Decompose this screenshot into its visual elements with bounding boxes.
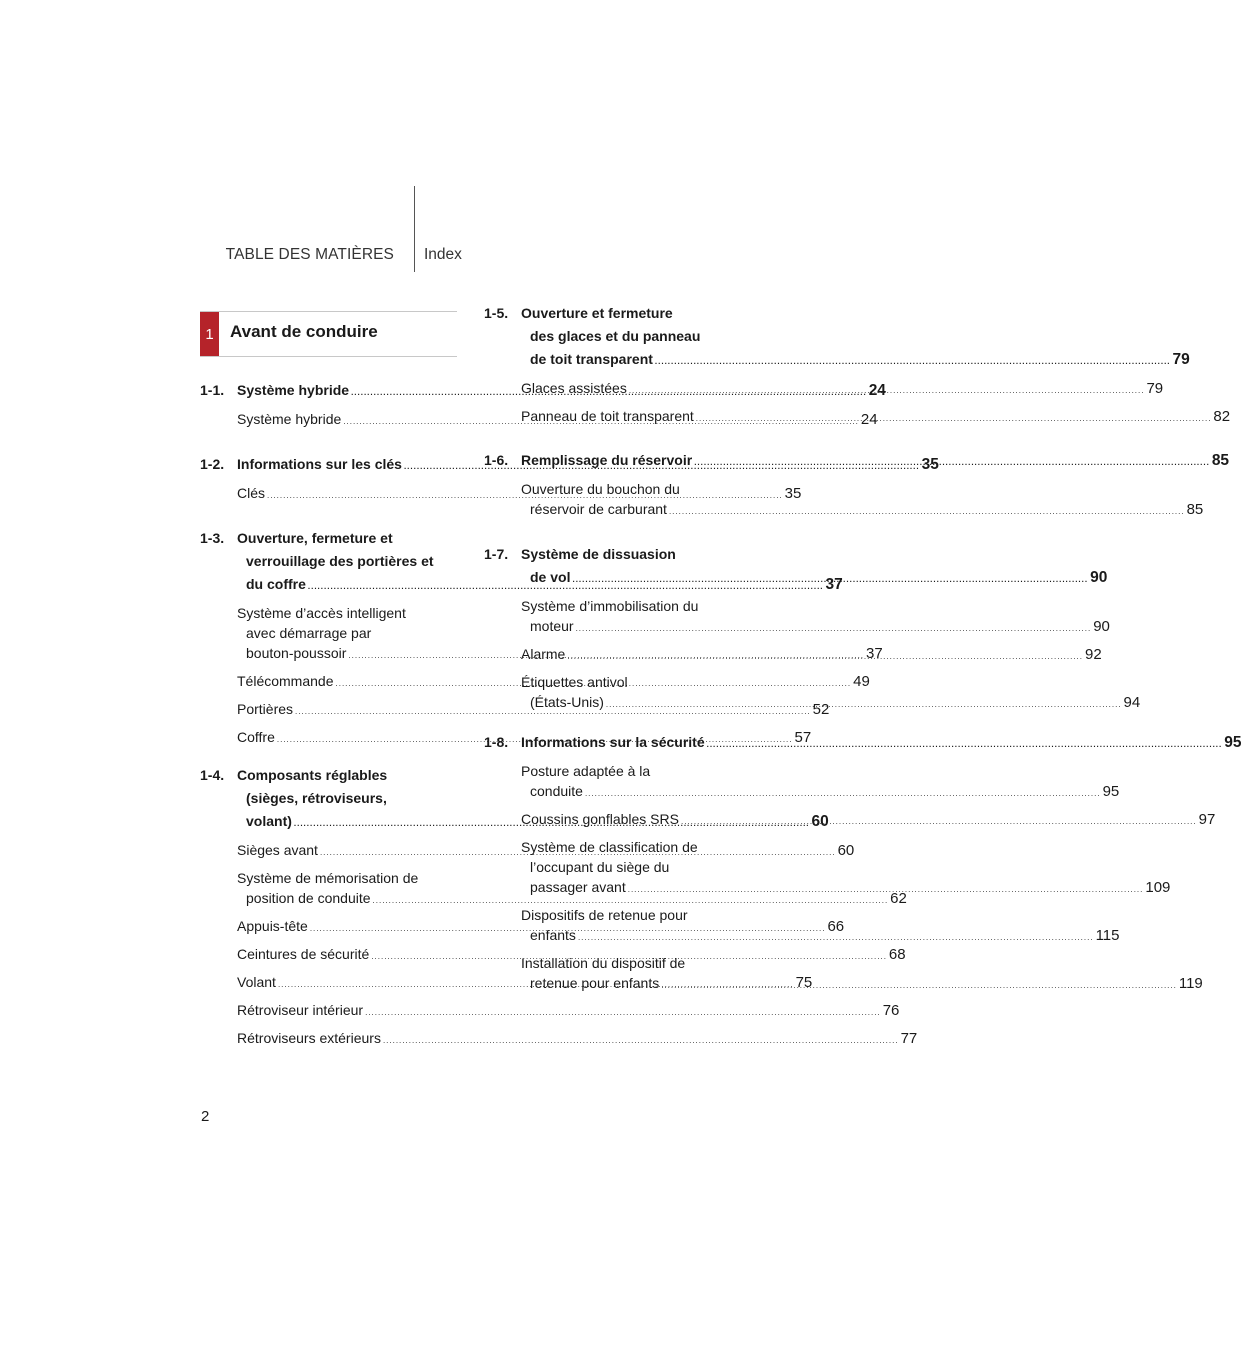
- section-title-line: Système de dissuasion: [521, 546, 676, 562]
- subitem-line: Installation du dispositif de: [521, 955, 686, 971]
- dot-leader: [681, 817, 1197, 826]
- toc-section-heading[interactable]: [484, 302, 1190, 373]
- toc-entry-text: réservoir de carburant: [530, 501, 667, 517]
- toc-leader-line[interactable]: [521, 616, 1110, 639]
- toc-entry-text: Appuis-tête: [237, 918, 308, 934]
- toc-page-number: 37: [825, 576, 843, 593]
- subitem-line: Système d’immobilisation du: [521, 598, 699, 614]
- toc-page-number: 75: [795, 974, 813, 991]
- toc-page-number: 79: [1172, 351, 1190, 368]
- subitem-line: l’occupant du siège du: [530, 859, 670, 875]
- toc-entry-text: Informations sur la sécurité: [521, 734, 705, 750]
- toc-page-number: 82: [1213, 408, 1231, 425]
- toc-page-number: 49: [853, 673, 870, 690]
- toc-entry-text: Coussins gonflables SRS: [521, 811, 679, 827]
- toc-entry-text: Système hybride: [237, 411, 342, 427]
- toc-page-number: 60: [811, 813, 829, 830]
- toc-leader-line[interactable]: [237, 888, 907, 911]
- toc-page-number: 95: [1102, 783, 1120, 800]
- section-number: 1-7.: [484, 546, 509, 562]
- toc-leader-line[interactable]: [521, 499, 1204, 522]
- subitem-line: avec démarrage par: [246, 625, 372, 641]
- dot-leader: [572, 568, 1088, 591]
- toc-page-number: 35: [784, 485, 802, 502]
- toc-page-number: 95: [1224, 734, 1241, 751]
- dot-leader: [669, 507, 1185, 516]
- toc-page-number: 62: [890, 890, 907, 907]
- dot-leader: [661, 981, 1177, 990]
- toc-page-number: 24: [868, 382, 886, 399]
- toc-entry-text: Télécommande: [237, 673, 334, 689]
- toc-entry-text: de toit transparent: [530, 351, 653, 367]
- toc-page-number: 37: [866, 645, 883, 662]
- toc-subitem[interactable]: [237, 1028, 918, 1051]
- toc-page-number: 115: [1095, 927, 1120, 944]
- toc-entry-text: Coffre: [237, 729, 275, 745]
- dot-leader: [576, 624, 1092, 633]
- toc-page-number: 92: [1084, 646, 1102, 663]
- toc-leader-line[interactable]: [237, 1028, 918, 1051]
- toc-entry-text: position de conduite: [246, 890, 371, 906]
- index-tab[interactable]: Index: [424, 246, 462, 263]
- dot-leader: [707, 733, 1223, 756]
- subitem-line: Dispositifs de retenue pour: [521, 907, 688, 923]
- toc-entry-text: Informations sur les clés: [237, 456, 402, 472]
- toc-entry-text: Remplissage du réservoir: [521, 452, 693, 468]
- toc-leader-line[interactable]: [237, 1000, 900, 1023]
- chapter-title[interactable]: Avant de conduire: [230, 322, 378, 341]
- toc-page-number: 109: [1145, 879, 1171, 896]
- chapter-banner: [200, 311, 457, 357]
- toc-page-number: 68: [888, 946, 906, 963]
- toc-tab[interactable]: TABLE DES MATIÈRES: [225, 246, 394, 263]
- toc-entry-text: Panneau de toit transparent: [521, 408, 694, 424]
- toc-leader-line[interactable]: [521, 781, 1120, 804]
- subitem-line: Système de classification de: [521, 839, 698, 855]
- chapter-number: 1: [200, 312, 219, 356]
- toc-entry-text: Système hybride: [237, 382, 350, 398]
- section-title-line: des glaces et du panneau: [530, 328, 701, 344]
- toc-page-number: 60: [837, 842, 855, 859]
- toc-entry-text: Portières: [237, 701, 294, 717]
- dot-leader: [365, 1008, 881, 1017]
- section-number: 1-6.: [484, 452, 509, 468]
- toc-page-number: 79: [1146, 380, 1164, 397]
- toc-entry-text: moteur: [530, 618, 574, 634]
- toc-page-number: 85: [1186, 501, 1204, 518]
- toc-page-number: 76: [882, 1002, 900, 1019]
- page-number: 2: [201, 1108, 210, 1125]
- section-number: 1-1.: [200, 382, 225, 398]
- toc-entry-text: Glaces assistées: [521, 380, 627, 396]
- toc-subitem[interactable]: [521, 761, 1120, 804]
- dot-leader: [606, 700, 1122, 709]
- toc-page-number: 97: [1198, 811, 1216, 828]
- header-divider: [414, 186, 415, 272]
- toc-subitem[interactable]: [521, 596, 1110, 639]
- subitem-line: Étiquettes antivol: [521, 674, 628, 690]
- toc-entry-text: passager avant: [530, 879, 626, 895]
- section-number: 1-5.: [484, 305, 509, 321]
- toc-entry-text: Sièges avant: [237, 842, 318, 858]
- toc-entry-text: du coffre: [246, 576, 306, 592]
- dot-leader: [629, 386, 1145, 395]
- section-title: [521, 302, 1190, 373]
- subitem-line: Système de mémorisation de: [237, 870, 419, 886]
- toc-page-number: 90: [1093, 618, 1110, 635]
- section-title-line: (sièges, rétroviseurs,: [246, 790, 387, 806]
- subitem-line: Système d’accès intelligent: [237, 605, 406, 621]
- section-title-line: Composants réglables: [237, 767, 388, 783]
- toc-entry-text: Rétroviseurs extérieurs: [237, 1030, 381, 1046]
- dot-leader: [694, 451, 1210, 474]
- section-number: 1-2.: [200, 456, 225, 472]
- section-title-line: Ouverture et fermeture: [521, 305, 673, 321]
- section-number: 1-3.: [200, 530, 225, 546]
- dot-leader: [655, 350, 1171, 373]
- toc-page-number: 94: [1123, 694, 1141, 711]
- toc-leader-line[interactable]: [521, 348, 1190, 373]
- page-header: [0, 186, 960, 272]
- toc-page-number: 77: [900, 1030, 918, 1047]
- subitem-line: Posture adaptée à la: [521, 763, 651, 779]
- toc-entry-text: Ceintures de sécurité: [237, 946, 370, 962]
- toc-entry-text: volant): [246, 813, 292, 829]
- toc-entry-text: bouton-poussoir: [246, 645, 347, 661]
- dot-leader: [585, 789, 1101, 798]
- toc-entry-text: Rétroviseur intérieur: [237, 1002, 364, 1018]
- toc-page-number: 35: [921, 456, 939, 473]
- toc-subitem[interactable]: [237, 1000, 900, 1023]
- dot-leader: [696, 414, 1212, 423]
- toc-entry-text: de vol: [530, 569, 571, 585]
- toc-entry-text: Clés: [237, 485, 266, 501]
- toc-entry-text: (États-Unis): [530, 694, 604, 710]
- dot-leader: [578, 933, 1094, 942]
- toc-entry-text: conduite: [530, 783, 583, 799]
- section-title-line: verrouillage des portières et: [246, 553, 434, 569]
- toc-page-number: 90: [1090, 569, 1108, 586]
- subitem-line: Ouverture du bouchon du: [521, 481, 680, 497]
- toc-page-number: 57: [794, 729, 812, 746]
- toc-entry-text: Volant: [237, 974, 276, 990]
- toc-page-number: 24: [860, 411, 878, 428]
- dot-leader: [567, 652, 1083, 661]
- dot-leader: [383, 1036, 899, 1045]
- toc-page-number: 66: [827, 918, 845, 935]
- section-title-line: Ouverture, fermeture et: [237, 530, 393, 546]
- toc-page-number: 52: [812, 701, 830, 718]
- toc-entry-text: enfants: [530, 927, 576, 943]
- dot-leader: [628, 885, 1144, 894]
- section-number: 1-4.: [200, 767, 225, 783]
- toc-page-number: 119: [1178, 975, 1203, 992]
- toc-entry-text: retenue pour enfants: [530, 975, 660, 991]
- toc-page-number: 85: [1211, 452, 1230, 469]
- section-number: 1-8.: [484, 734, 509, 750]
- toc-entry-text: Alarme: [521, 646, 566, 662]
